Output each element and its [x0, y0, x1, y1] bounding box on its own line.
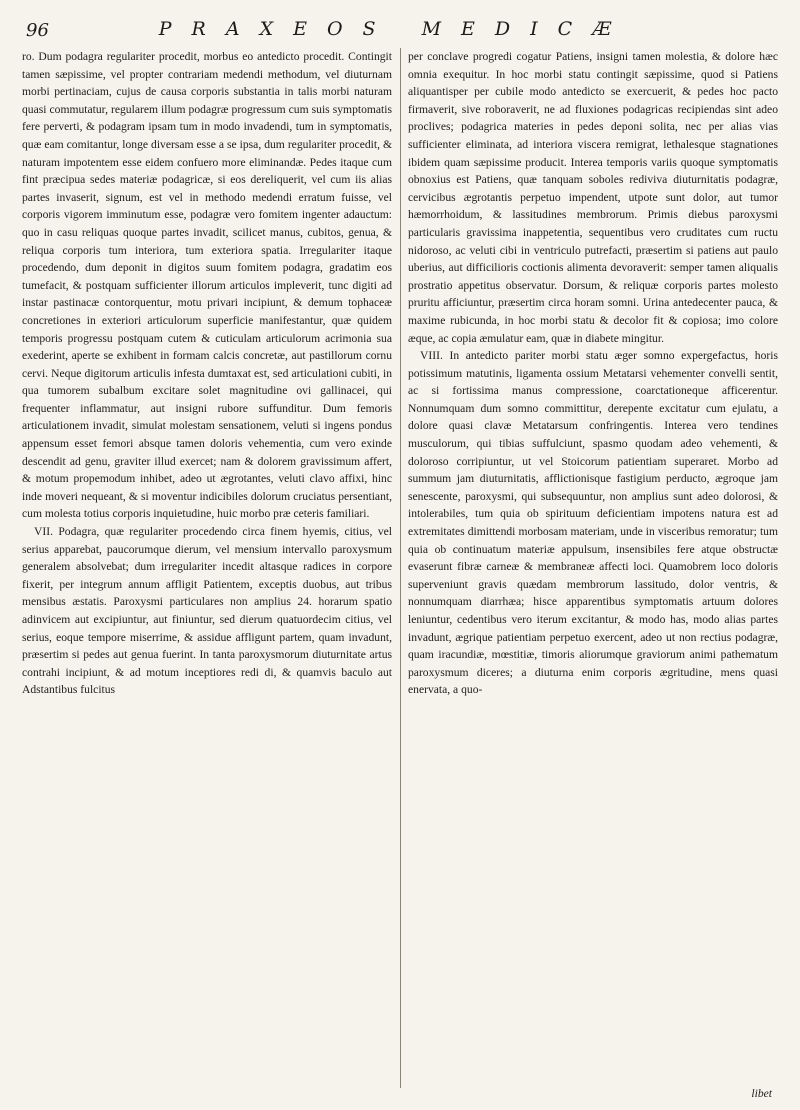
right-column	[408, 48, 778, 1096]
running-header	[20, 6, 770, 48]
paragraph-vii: VII. Podagra, quæ regulariter procedendo circa finem hyemis, citius, vel serius apparebat, paucorumque dierum, vel mensium intervallo paroxysmum generalem absolvebat; dum irregulariter incedit altasque radices in corpore fixerit, per integrum annum affligit Patientem, exceptis duobus, aut tribus mensibus æstatis. Paroxysmi particulares non amplius 24. horarum spatio adinvicem aut excipiuntur, aut finiuntur, sed dierum quatuordecim citius, vel serius, eoque tempore miserrime, & assidue affligunt partem, quam invadunt, præsertim si pedes aut genua fuerint. In tanta paroxysmorum diuturnitate artus contrahi incipiunt, & ad motum inceptiores redi di, & quamvis baculo aut Adstantibus fulcitus	[22, 525, 392, 697]
paragraph-viii: VIII. In antedicto pariter morbi statu æger somno expergefactus, horis potissimum matutinis, ligamenta ossium Metatarsi vehementer convelli sentit, ac si fortissima manus compressione, coarctationeque afficerentur. Nonnumquam dum somno committitur, derepente excitatur cum ejulatu, a dolore quasi clavæ Metatarsum confringentis. Interea vero tendines musculorum, qui tibias suffulciunt, spasmo quodam adeo vehementi, & doloroso corripiuntur, ut vel Stoicorum patientiam superaret. Morbo ad summum jam diuturnitatis, afflictionisque fastigium perducto, ægroque jam senescente, paroxysmi, qui subsequuntur, non amplius sunt adeo dolorosi, & intolerabiles, tum quia ob spirituum deficientiam impotens natura est ad extremitates dimittendi morbosam materiam, unde in visceribus remoratur; tum quia ob continuatum materiæ appulsum, insensibiles fere atque obstructæ evaserunt fibræ carneæ & membraneæ affecti loci. Quamobrem loco doloris superveniunt gravis quædam membrorum lassitudo, dolor ventris, & nonnumquam diarrhæa; hisce apparentibus symptomatis artuum dolores leniuntur, cedentibus vero iterum excitantur, & modo has, modo alias partes invadunt, ægrique patientiam perpetuo exercent, adeo ut non rectius podagræ, quam iracundiæ, mœstitiæ, timoris aliorumque graviorum animi pathematum paroxysmum diceres; a diuturna enim corporis ægritudine, mens quasi enervata, a quo-	[408, 349, 778, 697]
running-title: PRAXEOS MEDICÆ	[158, 18, 632, 40]
page-number: 96	[26, 20, 49, 41]
paragraph-vii-continued: per conclave progredi cogatur Patiens, insigni tamen molestia, & dolore hæc omnia exequitur. In hoc morbi statu contingit sæpissime, quod si Patiens aliquantisper per cubile modo antedicto se exercuerit, & pedes hoc pacto firmaverit, sive roboraverit, ne ad fluxiones podagricas recipiendas sint adeo proclives; podagrica materies in pedes deponi solita, nec per alias vias sufficienter eliminata, ad interiora viscera remigrat, lethalesque stagnationes ibidem quam sæpissime producit. Interea temporis variis quoque symptomatis obnoxius est Patiens, quæ tanquam soboles rediviva diuturnitatis podagræ, cervicibus ægrotantis perpetuo impendent, utpote sunt dolor, aut tumor hæmorrhoidum, & lassitudines membrorum. Primis diebus paroxysmi particularis gravissima inappetentia, sequentibus vero cruditates cum ructu nidoroso, ac veluti cibi in ventriculo putrefacti, præsertim si patiens aut paulo uberius, aut difficilioris coctionis alimenta devoraverit: semper tamen aliqualis prostratio appetitus observatur. Dorsum, & reliquæ corporis partes molesto pruritu afficiuntur, præsertim circa horam somni. Urina antedecenter pauca, & maxime rubicunda, in hoc morbi statu & decolor fit & copiosa; imo colore æque, ac copia æmulatur eam, quæ in diabete mingitur.	[408, 50, 778, 345]
column-divider	[400, 48, 401, 1088]
catchword: libet	[751, 1087, 772, 1100]
left-column	[22, 48, 392, 1096]
paragraph-vi-continued: ro. Dum podagra regulariter procedit, morbus eo antedicto procedit. Contingit tamen sæpissime, vel propter contrariam medendi methodum, vel diuturnam morbi pertinaciam, cujus de causa corporis substantia in talis morbi naturam quasi commutatur, regularem illum podagræ progressum cum suis symptomatis fere perverti, & podagram ipsam tum in modo invadendi, tum in symptomatis, quæ eam comitantur, longe diversam esse a se ipsa, dum regulariter procedit, & naturam impotentem esse eidem confuero more eliminandæ. Pedes itaque cum fint præcipua sedes materiæ podagricæ, si eos dereliquerit, vel cum iis alias partes invaserit, signum, est vel in methodo medendi erratum fuisse, vel corporis vigorem imminutum esse, podagræ vero fomitem ingenter adauctum: quo in casu reliquas quoque partes invadit, scilicet manus, cubitos, genua, & reliqua corporis tum interiora, tum exteriora spatia. Irregulariter itaque procedendo, dum deponit in digitos suum fomitem podagra, gradatim eos tumefacit, & postquam sufficienter illorum articulos impleverit, tunc digiti ad instar pastinacæ contorquentur, motu privari incipiunt, & demum tophaceæ concretiones in exteriori articulorum superficie manifestantur, quæ quidem temporis progressu postquam cutem & cuticulam articulorum acrimonia sua exederint, aperte se exhibent in formam calcis concretæ, aut pastillorum cornu cervi. Neque digitorum articulis infesta dumtaxat est, sed articulationi cubiti, in qua tumorem subalbum excitare solet magnitudine ovi gallinacei, qui frequenter inflammatur, aut insigni rubore suffunditur. Dum femoris articulationem invadit, simulat molestam sensationem, veluti si ingens pondus appensum esset femori absque tamen doloris vehementia, cum vero exinde descendit ad genu, graviter illud exercet; nam & dolorem gravissimum affert, & motum propemodum inhibet, adeo ut ægrotantes, veluti clavo affixi, hinc inde moveri nequeant, & si moventur indicibiles dolorum cruciatus persentiant, cum molesta totius corporis inquietudine, huic morbo præ ceteris familiari.	[22, 50, 392, 521]
